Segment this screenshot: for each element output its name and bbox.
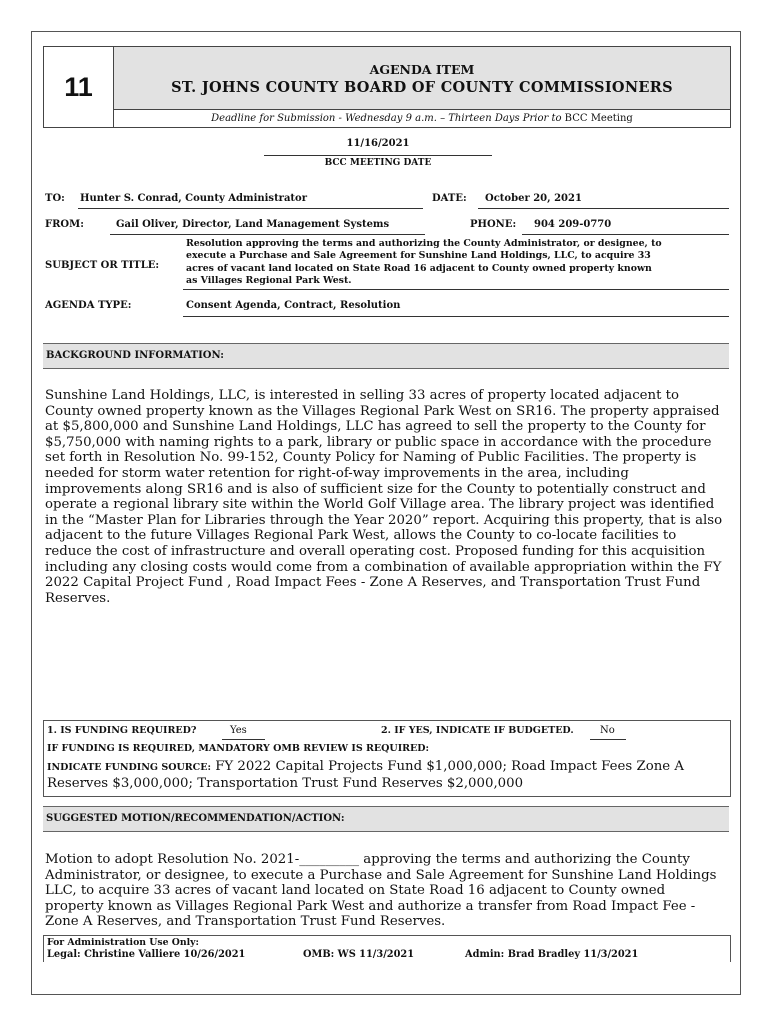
deadline-plain: BCC Meeting bbox=[561, 113, 633, 124]
background-line: Sunshine Land Holdings, LLC, is interested in selling 33 acres of property located adjacent to bbox=[45, 388, 680, 403]
deadline-italic: Deadline for Submission - Wednesday 9 a.m. – Thirteen Days Prior to bbox=[211, 113, 562, 124]
omb-review-note: IF FUNDING IS REQUIRED, MANDATORY OMB REVIEW IS REQUIRED: bbox=[47, 743, 430, 754]
subject-label: SUBJECT OR TITLE: bbox=[45, 260, 160, 271]
background-line: improvements along SR16 and is also of sufficient size for the County to potentially construct and bbox=[45, 481, 706, 497]
funding-required-value: Yes bbox=[230, 725, 247, 736]
to-underline bbox=[78, 208, 423, 209]
funding-required-underline bbox=[222, 739, 265, 740]
to-label: TO: bbox=[45, 193, 65, 204]
subject-line: Resolution approving the terms and authorizing the County Administrator, or designee, to bbox=[186, 238, 662, 249]
background-heading-text: BACKGROUND INFORMATION: bbox=[46, 350, 224, 361]
motion-line: Motion to adopt Resolution No. 2021-_________ approving the terms and authorizing the County bbox=[45, 852, 690, 867]
meeting-date: 11/16/2021 bbox=[346, 138, 410, 149]
admin-admin: Admin: Brad Bradley 11/3/2021 bbox=[465, 949, 639, 960]
motion-text bbox=[45, 852, 725, 930]
phone-underline bbox=[522, 234, 729, 235]
funding-required-label: 1. IS FUNDING REQUIRED? bbox=[47, 725, 197, 736]
background-line: $5,750,000 with naming rights to a park, library or public space in accordance with the procedure bbox=[45, 434, 712, 450]
subject-line: as Villages Regional Park West. bbox=[186, 274, 352, 286]
background-line: set forth in Resolution No. 99-152, County Policy for Naming of Public Facilities. The property is bbox=[45, 450, 697, 466]
from-label: FROM: bbox=[45, 219, 84, 230]
phone-value: 904 209-0770 bbox=[534, 219, 612, 230]
funding-source bbox=[47, 759, 728, 791]
agenda-header bbox=[43, 46, 731, 128]
motion-line: property known as Villages Regional Park West and authorize a transfer from Road Impact Fee - bbox=[45, 898, 696, 914]
subject-line: execute a Purchase and Sale Agreement for Sunshine Land Holdings, LLC, to acquire 33 bbox=[186, 250, 651, 262]
background-heading bbox=[43, 343, 729, 369]
date-underline bbox=[478, 208, 729, 209]
motion-heading-text: SUGGESTED MOTION/RECOMMENDATION/ACTION: bbox=[46, 813, 345, 824]
subject-line: acres of vacant land located on State Road 16 adjacent to County owned property known bbox=[186, 262, 652, 274]
agenda-title-line1: AGENDA ITEM bbox=[369, 62, 475, 77]
background-line: in the “Master Plan for Libraries through the Year 2020” report. Acquiring this property, that is also bbox=[45, 512, 723, 528]
agenda-type-value: Consent Agenda, Contract, Resolution bbox=[186, 300, 401, 311]
meeting-date-label: BCC MEETING DATE bbox=[324, 158, 432, 168]
motion-line: Administrator, or designee, to execute a Purchase and Sale Agreement for Sunshine Land Holdings bbox=[45, 867, 717, 883]
agenda-type-underline bbox=[183, 316, 729, 317]
budgeted-label: 2. IF YES, INDICATE IF BUDGETED. bbox=[381, 725, 574, 736]
background-line: 2022 Capital Project Fund , Road Impact Fees - Zone A Reserves, and Transportation Trust Fund bbox=[45, 575, 701, 591]
background-line: County owned property known as the Villages Regional Park West on SR16. The property appraised bbox=[45, 403, 720, 419]
background-line: Reserves. bbox=[45, 590, 111, 606]
agenda-type-label: AGENDA TYPE: bbox=[45, 300, 132, 311]
background-line: reduce the cost of infrastructure and overall operating cost. Proposed funding for this acquisition bbox=[45, 543, 706, 559]
background-line: needed for storm water retention for right-of-way improvements in the area, including bbox=[45, 465, 629, 481]
from-value: Gail Oliver, Director, Land Management Systems bbox=[116, 219, 390, 230]
background-text bbox=[45, 388, 725, 606]
funding-source-label: INDICATE FUNDING SOURCE: bbox=[47, 762, 211, 773]
funding-source-line2: Reserves $3,000,000; Transportation Trust Fund Reserves $2,000,000 bbox=[47, 775, 524, 791]
background-line: including any closing costs would come from a combination of available appropriation within the FY bbox=[45, 559, 722, 575]
budgeted-underline bbox=[590, 739, 626, 740]
agenda-title-line2: ST. JOHNS COUNTY BOARD OF COUNTY COMMISSIONERS bbox=[171, 79, 673, 96]
from-underline bbox=[110, 234, 425, 235]
phone-label: PHONE: bbox=[470, 219, 517, 230]
admin-box bbox=[43, 935, 731, 962]
meeting-date-underline bbox=[264, 155, 492, 156]
admin-legal: Legal: Christine Valliere 10/26/2021 bbox=[47, 949, 246, 960]
admin-omb: OMB: WS 11/3/2021 bbox=[303, 949, 415, 960]
subject-text bbox=[186, 238, 731, 287]
background-line: adjacent to the future Villages Regional Park West, allows the County to co-locate facilities to bbox=[45, 528, 677, 544]
subject-underline bbox=[183, 289, 729, 290]
funding-source-line1: FY 2022 Capital Projects Fund $1,000,000; Road Impact Fees Zone A bbox=[210, 759, 684, 774]
agenda-title bbox=[114, 47, 730, 110]
submission-deadline bbox=[114, 110, 730, 127]
to-value: Hunter S. Conrad, County Administrator bbox=[80, 193, 307, 204]
date-label: DATE: bbox=[432, 193, 467, 204]
background-line: operate a regional library site within the World Golf Village area. The library project was identified bbox=[45, 497, 715, 513]
funding-box bbox=[43, 720, 731, 797]
motion-heading bbox=[43, 806, 729, 832]
admin-heading: For Administration Use Only: bbox=[47, 937, 199, 948]
motion-line: Zone A Reserves, and Transportation Trust Fund Reserves. bbox=[45, 914, 446, 930]
budgeted-value: No bbox=[600, 725, 615, 736]
background-line: at $5,800,000 and Sunshine Land Holdings, LLC has agreed to sell the property to the County for bbox=[45, 419, 706, 435]
date-value: October 20, 2021 bbox=[485, 193, 582, 204]
motion-line: LLC, to acquire 33 acres of vacant land located on State Road 16 adjacent to County owned bbox=[45, 883, 666, 899]
agenda-item-number: 11 bbox=[44, 47, 114, 127]
